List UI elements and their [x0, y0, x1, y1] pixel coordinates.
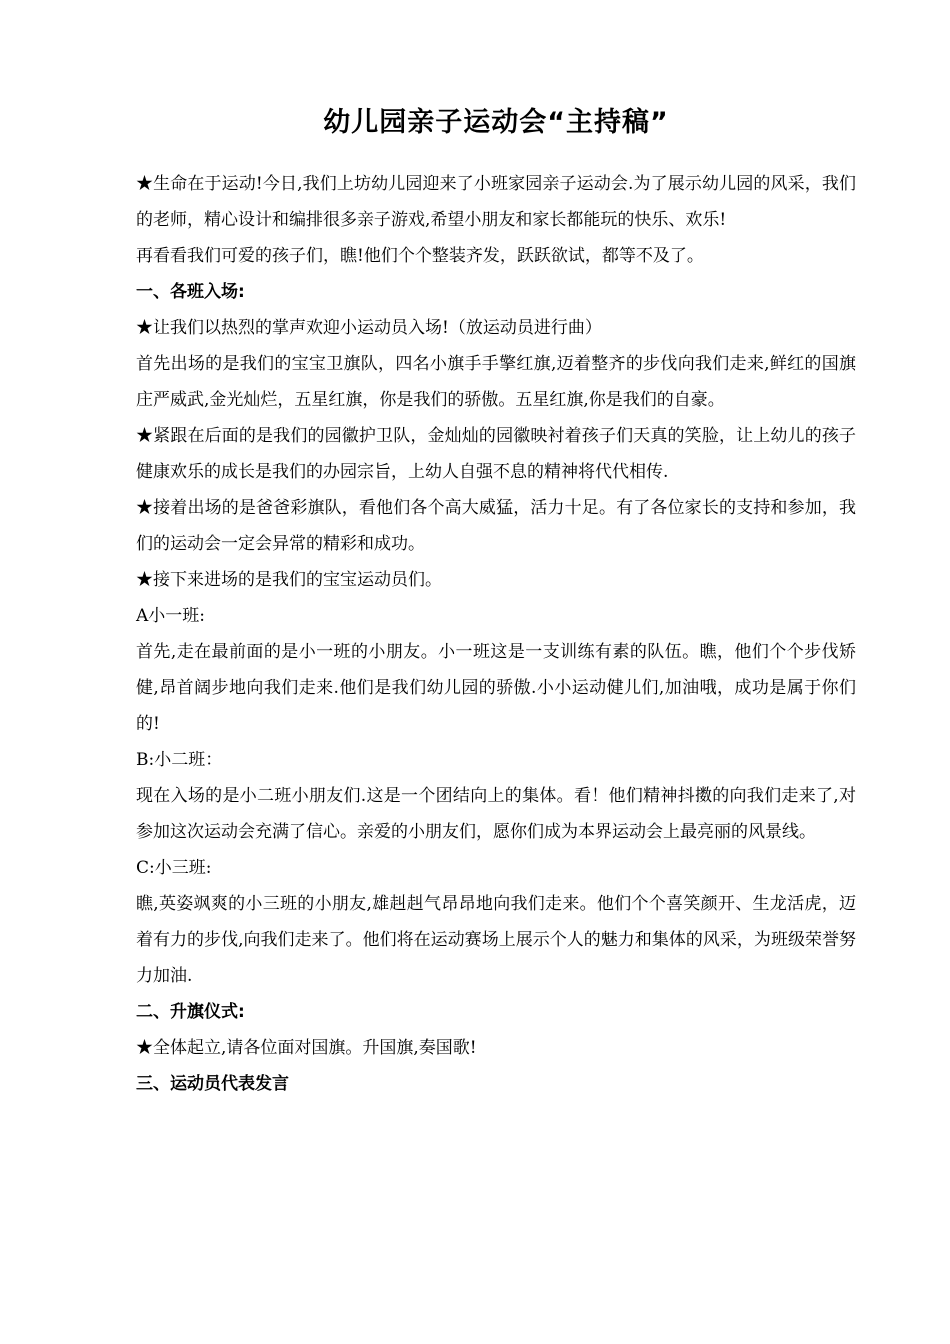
paragraph-dad-flag-team: ★接着出场的是爸爸彩旗队，看他们各个高大威猛，活力十足。有了各位家长的支持和参加，我们的运动会一定会异常的精彩和成功。 — [136, 498, 856, 554]
paragraph-class-three: 瞧,英姿飒爽的小三班的小朋友,雄赳赳气昂昂地向我们走来。他们个个喜笑颜开、生龙活虎，迈着有力的步伐,向我们走来了。他们将在运动赛场上展示个人的魅力和集体的风采，为班级荣誉努力加油. — [136, 894, 856, 986]
paragraph-flag-team: 首先出场的是我们的宝宝卫旗队，四名小旗手手擎红旗,迈着整齐的步伐向我们走来,鲜红的国旗庄严威武,金光灿烂，五星红旗，你是我们的骄傲。五星红旗,你是我们的自豪。 — [136, 354, 856, 410]
document-title: 幼儿园亲子运动会“主持稿” — [323, 107, 669, 138]
paragraph-class-two: 现在入场的是小二班小朋友们.这是一个团结向上的集体。看！他们精神抖擞的向我们走来了,对参加这次运动会充满了信心。亲爱的小朋友们，愿你们成为本界运动会上最亮丽的风景线。 — [136, 786, 856, 842]
section-heading-athlete-speech: 三、运动员代表发言 — [136, 1074, 289, 1094]
paragraph-flag-raising: ★全体起立,请各位面对国旗。升国旗,奏国歌! — [136, 1038, 477, 1058]
paragraph-children-ready: 再看看我们可爱的孩子们，瞧!他们个个整装齐发，跃跃欲试，都等不及了。 — [136, 246, 704, 266]
class-label-a: A小一班: — [136, 606, 206, 626]
paragraph-class-one: 首先,走在最前面的是小一班的小朋友。小一班这是一支训练有素的队伍。瞧，他们个个步伐矫健,昂首阔步地向我们走来.他们是我们幼儿园的骄傲.小小运动健儿们,加油哦，成功是属于你们的! — [136, 642, 856, 734]
section-heading-flag-raising: 二、升旗仪式: — [136, 1002, 245, 1022]
document-body — [136, 166, 856, 1102]
class-label-b: B:小二班： — [136, 750, 223, 770]
paragraph-baby-athletes: ★接下来进场的是我们的宝宝运动员们。 — [136, 570, 442, 590]
class-label-c: C:小三班: — [136, 858, 212, 878]
paragraph-emblem-guard: ★紧跟在后面的是我们的园徽护卫队，金灿灿的园徽映衬着孩子们天真的笑脸，让上幼儿的孩子健康欢乐的成长是我们的办园宗旨，上幼人自强不息的精神将代代相传. — [136, 426, 856, 482]
paragraph-opening: ★生命在于运动!今日,我们上坊幼儿园迎来了小班家园亲子运动会.为了展示幼儿园的风采，我们的老师，精心设计和编排很多亲子游戏,希望小朋友和家长都能玩的快乐、欢乐! — [136, 174, 856, 230]
paragraph-welcome-athletes: ★让我们以热烈的掌声欢迎小运动员入场!（放运动员进行曲） — [136, 318, 602, 338]
section-heading-class-entrance: 一、各班入场: — [136, 282, 245, 302]
